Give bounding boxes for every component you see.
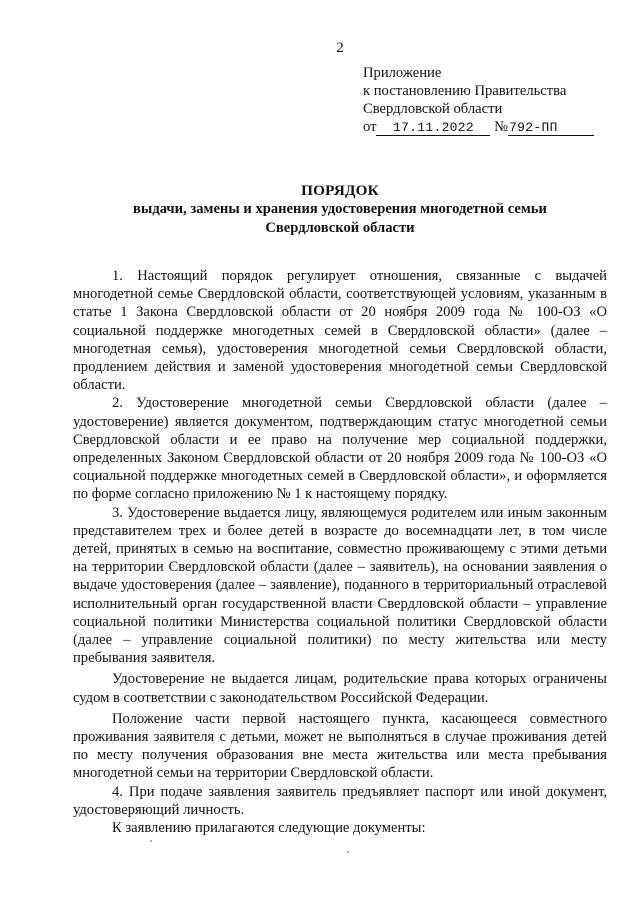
page-number: 2	[336, 40, 344, 56]
paragraph-2: 2. Удостоверение многодетной семьи Свердловской области (далее – удостоверение) является документом, подтверждающим статус многодетной семьи Свердловской области и ее право на получение мер социальной поддержки, определенных Законом Свердловской области от 20 ноября 2009 года № 100-ОЗ «О социальной поддержке многодетных семей в Свердловской области», и оформляется по форме согласно приложению № 1 к настоящему порядку.	[73, 395, 607, 503]
title-line-3: Свердловской области	[265, 220, 415, 236]
document-title	[0, 181, 640, 238]
title-main: ПОРЯДОК	[301, 182, 379, 199]
scan-speck	[347, 851, 349, 853]
appendix-line-2: к постановлению Правительства	[363, 83, 567, 99]
decree-date: 17.11.2022	[376, 120, 490, 136]
scan-speck	[150, 840, 152, 842]
paragraph-1: 1. Настоящий порядок регулирует отношения, связанные с выдачей многодетной семье Свердловской области, соответствующей условиям, указанным в статье 1 Закона Свердловской области от 20 ноября 2009 года № 100-ОЗ «О социальной поддержке многодетных семей в Свердловской области» (далее – многодетная семья), удостоверения многодетной семьи Свердловской области, продлением действия и заменой удостоверения многодетной семьи Свердловской области.	[73, 268, 607, 394]
document-body	[73, 267, 607, 837]
paragraph-4-part-2: К заявлению прилагаются следующие документы:	[112, 820, 426, 837]
paragraph-3-part-3: Положение части первой настоящего пункта, касающееся совместного проживания заявителя с детьми, может не выполняться в случае проживания детей по месту получения образования вне места жительства или места пребывания многодетной семьи на территории Свердловской области.	[73, 710, 607, 782]
title-line-2: выдачи, замены и хранения удостоверения многодетной семьи	[133, 201, 547, 217]
appendix-header	[363, 64, 594, 136]
paragraph-3-part-2: Удостоверение не выдается лицам, родительские права которых ограничены судом в соответствии с законодательством Российской Федерации.	[73, 671, 607, 706]
date-prefix: от	[363, 119, 377, 135]
decree-number: 792-ПП	[508, 120, 594, 136]
appendix-line-3: Свердловской области	[363, 101, 503, 117]
appendix-date-row	[363, 118, 594, 136]
paragraph-4: 4. При подаче заявления заявитель предъявляет паспорт или иной документ, удостоверяющий личность.	[73, 783, 607, 818]
appendix-line-1: Приложение	[363, 65, 442, 81]
number-prefix: №	[494, 119, 509, 135]
paragraph-3: 3. Удостоверение выдается лицу, являющемуся родителем или иным законным представителем трех и более детей в возрасте до восемнадцати лет, в том числе детей, принятых в семью на воспитание, совместно проживающему с этими детьми на территории Свердловской области (далее – заявитель), на основании заявления о выдаче удостоверения (далее – заявление), поданного в территориальный отраслевой исполнительный орган государственной власти Свердловской области – управление социальной политики Министерства социальной политики Свердловской области (далее – управление социальной политики) по месту жительства или месту пребывания заявителя.	[73, 504, 607, 667]
